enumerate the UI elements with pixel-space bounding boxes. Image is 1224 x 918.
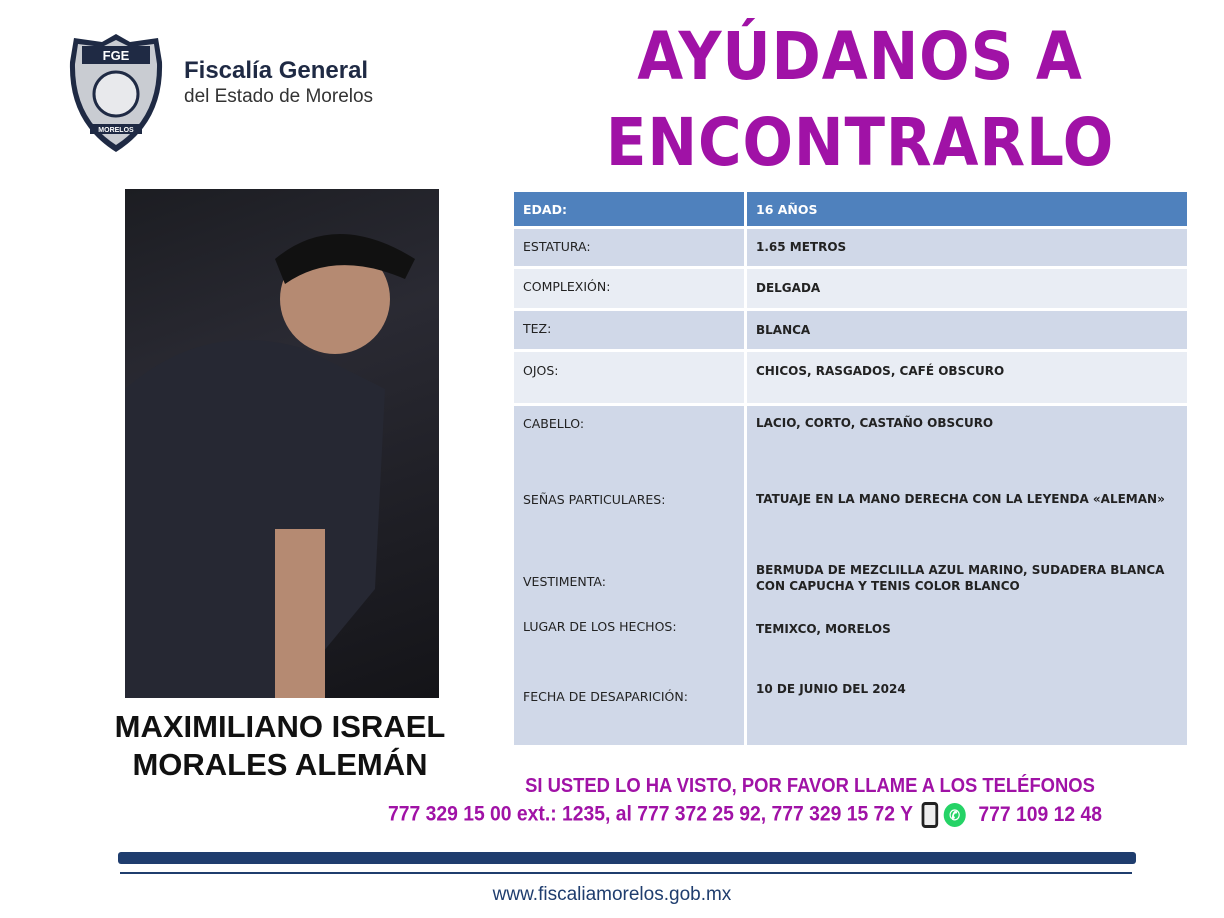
detail-label: LUGAR DE LOS HECHOS: — [523, 619, 677, 634]
detail-value: BLANCA — [756, 323, 811, 337]
mobile-phone-icon — [922, 802, 939, 828]
org-subtitle: del Estado de Morelos — [184, 86, 374, 107]
details-table — [511, 189, 1190, 748]
person-photo — [125, 189, 439, 698]
detail-value: 1.65 METROS — [756, 240, 847, 254]
detail-label: SEÑAS PARTICULARES: — [523, 492, 666, 507]
name-line-1: MAXIMILIANO ISRAEL — [114, 709, 446, 744]
svg-text:FGE: FGE — [102, 48, 130, 63]
detail-label: OJOS: — [514, 352, 744, 403]
detail-label: CABELLO: — [523, 416, 585, 431]
phone-list: 777 329 15 00 ext.: 1235, al 777 372 25 92, 777 329 15 72 Y — [388, 802, 913, 826]
whatsapp-icon: ✆ — [944, 803, 966, 827]
detail-value: 16 AÑOS — [747, 192, 1187, 226]
detail-value: TATUAJE EN LA MANO DERECHA CON LA LEYENDA «ALEMAN» — [756, 492, 1165, 506]
person-name — [80, 708, 480, 784]
title-line-2: ENCONTRARLO — [605, 104, 1115, 181]
detail-row-tez — [514, 311, 1187, 349]
detail-row-ojos — [514, 352, 1187, 403]
fge-badge-logo — [68, 32, 164, 154]
detail-row-edad — [514, 192, 1187, 226]
detail-label: VESTIMENTA: — [523, 574, 606, 589]
svg-text:MORELOS: MORELOS — [98, 127, 134, 134]
detail-value: LACIO, CORTO, CASTAÑO OBSCURO — [756, 416, 994, 430]
detail-value: CHICOS, RASGADOS, CAFÉ OBSCURO — [756, 364, 1005, 378]
detail-label: EDAD: — [514, 192, 744, 226]
detail-label: FECHA DE DESAPARICIÓN: — [523, 689, 688, 704]
website-link[interactable]: www.fiscaliamorelos.gob.mx — [492, 884, 732, 905]
detail-label: TEZ: — [514, 311, 744, 349]
detail-label: ESTATURA: — [514, 229, 744, 266]
detail-value: BERMUDA DE MEZCLILLA AZUL MARINO, SUDADERA BLANCA CON CAPUCHA Y TENIS COLOR BLANCO — [756, 563, 1165, 593]
detail-block — [514, 406, 1187, 745]
whatsapp-number: 777 109 12 48 — [978, 802, 1102, 826]
org-name: Fiscalía General — [184, 57, 369, 84]
footer-divider-thick — [118, 852, 1136, 864]
detail-row-estatura — [514, 229, 1187, 266]
detail-value: TEMIXCO, MORELOS — [756, 622, 891, 636]
detail-value: 10 DE JUNIO DEL 2024 — [756, 682, 906, 696]
detail-row-complexion — [514, 269, 1187, 308]
footer-divider-thin — [120, 872, 1132, 874]
detail-value: DELGADA — [756, 281, 821, 295]
call-to-action: SI USTED LO HA VISTO, POR FAVOR LLAME A LOS TELÉFONOS — [525, 775, 1095, 797]
phone-numbers — [388, 802, 1102, 828]
detail-label: COMPLEXIÓN: — [514, 269, 744, 308]
title-line-1: AYÚDANOS A — [637, 18, 1083, 95]
name-line-2: MORALES ALEMÁN — [132, 747, 428, 782]
